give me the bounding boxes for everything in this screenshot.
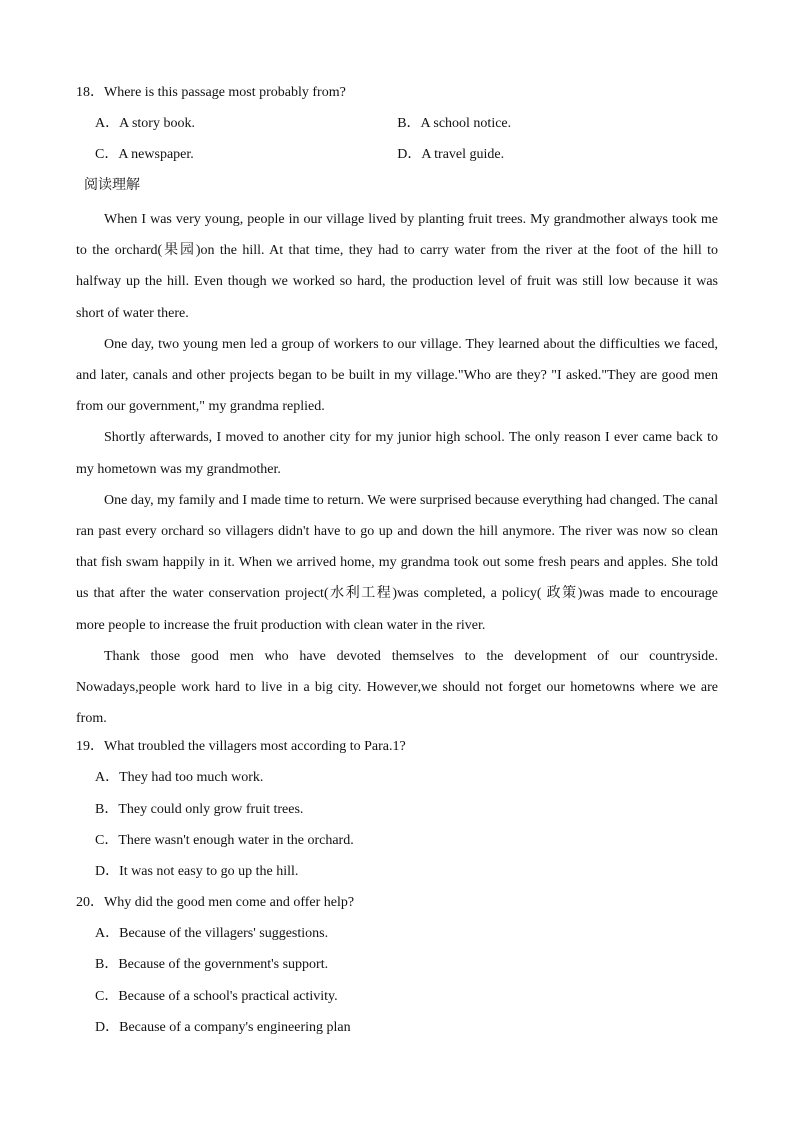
passage-paragraph-5: Thank those good men who have devoted themselves to the development of our countryside. Nowadays,people work hard to live in a big city. However,we should not forget our hometowns where we are from. (76, 648, 718, 727)
question-18-option-b: B．A school notice. (397, 116, 512, 131)
question-20-option-d: D．Because of a company's engineering plan (95, 1019, 351, 1035)
question-19-option-d: D．It was not easy to go up the hill. (95, 864, 299, 880)
question-18-options-row-1 (76, 111, 718, 142)
question-19-stem: 19．What troubled the villagers most according to Para.1? (76, 739, 406, 755)
passage-paragraph-3: Shortly afterwards, I moved to another city for my junior high school. The only reason I ever came back to my hometown was my grandmother. (76, 430, 718, 477)
question-18-option-d: D．A travel guide. (397, 147, 505, 162)
question-19-option-b: B．They could only grow fruit trees. (95, 801, 304, 817)
passage-paragraph-1: When I was very young, people in our village lived by planting fruit trees. My grandmother always took me to the orchard(果园)on the hill. At that time, they had to carry water from the river at the foot of the hill to halfway up the hill. Even though we worked so hard, the production level of fruit was still low because it was short of water there. (76, 212, 718, 321)
question-20-stem: 20．Why did the good men come and offer help? (76, 895, 355, 911)
question-20-option-b: B．Because of the government's support. (95, 957, 329, 973)
question-19-option-a: A．They had too much work. (95, 770, 264, 786)
question-20-option-c: C．Because of a school's practical activity. (95, 988, 338, 1004)
passage-paragraph-4: One day, my family and I made time to return. We were surprised because everything had changed. The canal ran past every orchard so villagers didn't have to go up and down the hill anymore. The river was now so clean that fish swam happily in it. When we arrived home, my grandma took out some fresh pears and apples. She told us that after the water conservation project(水利工程)was completed, a policy( 政策)was made to encourage more people to increase the fruit production with clean water in the river. (76, 492, 718, 633)
question-18-options-row-2 (76, 142, 718, 173)
section-title-reading: 阅读理解 (84, 178, 140, 193)
question-18-option-c: C．A newspaper. (95, 147, 194, 162)
question-19-option-c: C．There wasn't enough water in the orchard. (95, 832, 354, 848)
passage-paragraph-2: One day, two young men led a group of workers to our village. They learned about the difficulties we faced, and later, canals and other projects began to be built in my village."Who are they? "I asked."They are good men from our government," my grandma replied. (76, 336, 718, 415)
question-20-option-a: A．Because of the villagers' suggestions. (95, 926, 329, 942)
worksheet-page (76, 80, 718, 1046)
question-18-option-a: A．A story book. (95, 116, 195, 131)
question-18-stem: 18．Where is this passage most probably from? (76, 85, 346, 100)
